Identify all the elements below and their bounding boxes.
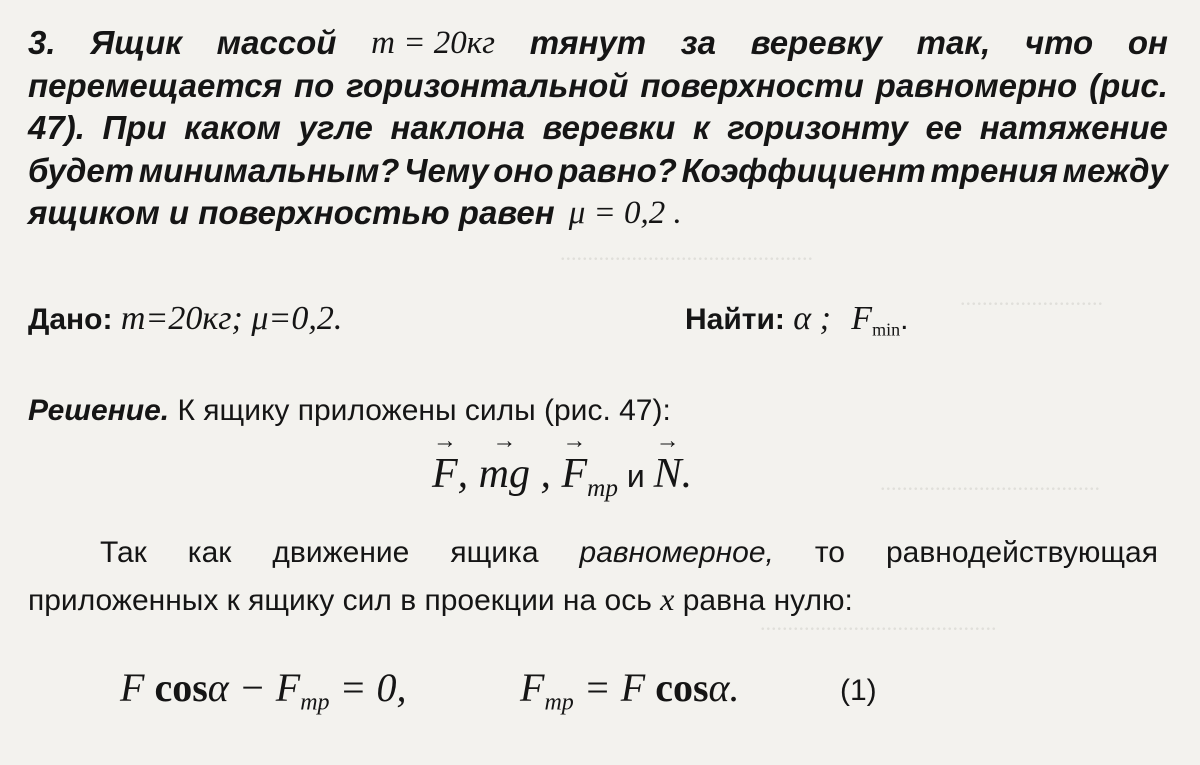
problem-word: ее bbox=[925, 109, 963, 146]
paragraph-word: Так bbox=[100, 536, 147, 569]
problem-word: к bbox=[692, 109, 710, 146]
problem-word: что bbox=[1024, 24, 1094, 61]
problem-word: наклона bbox=[390, 109, 525, 146]
problem-word: угле bbox=[298, 109, 373, 146]
find-end: . bbox=[900, 303, 909, 336]
equation-number: (1) bbox=[840, 674, 877, 707]
forces-list bbox=[432, 450, 692, 503]
given-label: Дано: bbox=[28, 303, 113, 336]
force-friction-sub: тр bbox=[587, 474, 618, 502]
problem-line-3 bbox=[28, 107, 1168, 150]
problem-line-2 bbox=[28, 65, 1168, 108]
problem-word: каком bbox=[184, 109, 281, 146]
eq-cos: cos bbox=[655, 665, 709, 710]
bleed-through: .............................................. bbox=[560, 240, 813, 265]
problem-word: Чему bbox=[404, 151, 489, 189]
given-values: m=20кг; μ=0,2. bbox=[120, 300, 343, 337]
paragraph-word: движение bbox=[272, 536, 410, 569]
separator: , bbox=[457, 451, 479, 497]
eq-term: − F bbox=[228, 665, 301, 710]
paragraph-word: как bbox=[187, 536, 232, 569]
problem-word: массой bbox=[216, 24, 337, 61]
eq-alpha: α. bbox=[708, 665, 740, 710]
problem-word: за bbox=[680, 24, 716, 61]
find-force-sub: min bbox=[872, 319, 901, 340]
problem-word: веревки bbox=[542, 109, 676, 146]
eq-sub: тр bbox=[544, 689, 574, 716]
force-f: → F bbox=[432, 450, 458, 498]
problem-word: (рис. bbox=[1089, 66, 1168, 104]
paragraph-text: приложенных к ящику сил в проекции на ось bbox=[28, 584, 661, 617]
problem-word: горизонтальной bbox=[346, 66, 629, 104]
paragraph-line-1 bbox=[28, 530, 1158, 576]
force-friction: → F bbox=[562, 450, 588, 498]
problem-word: оно bbox=[493, 151, 554, 189]
solution-section bbox=[28, 394, 671, 428]
conjunction: и bbox=[617, 458, 654, 494]
paragraph-word: равнодействующая bbox=[885, 536, 1158, 569]
problem-word: так, bbox=[916, 24, 991, 61]
problem-word: тянут bbox=[529, 24, 647, 61]
find-label: Найти: bbox=[685, 303, 785, 336]
problem-word: горизонту bbox=[727, 109, 908, 146]
problem-word: При bbox=[102, 109, 167, 146]
force-normal: → N bbox=[654, 450, 682, 498]
find-force: F bbox=[851, 300, 873, 337]
bleed-through: ........................................... bbox=[760, 610, 997, 635]
given-section bbox=[28, 300, 342, 338]
problem-word: трения bbox=[930, 151, 1058, 189]
paragraph-text: равна нулю: bbox=[674, 584, 853, 617]
problem-word: Ящик bbox=[90, 24, 182, 61]
eq-alpha: α bbox=[207, 665, 229, 710]
problem-word: натяжение bbox=[979, 109, 1168, 146]
equation-1 bbox=[120, 664, 407, 716]
eq-sub: тр bbox=[300, 689, 330, 716]
eq-term: = F bbox=[573, 665, 656, 710]
solution-label: Решение. bbox=[28, 394, 170, 427]
mass-value: m = 20кг bbox=[371, 25, 496, 61]
find-section bbox=[685, 300, 908, 340]
problem-statement bbox=[28, 22, 1168, 235]
axis-x: x bbox=[660, 581, 675, 617]
paragraph-word: равномерное, bbox=[579, 536, 774, 569]
problem-word: будет bbox=[28, 151, 135, 189]
problem-word: веревку bbox=[750, 24, 882, 61]
problem-word: равно? bbox=[558, 151, 677, 189]
friction-coefficient: μ = 0,2 . bbox=[568, 195, 682, 231]
problem-word: равномерно bbox=[875, 66, 1078, 104]
problem-word: поверхности bbox=[640, 66, 864, 104]
eq-term: = 0, bbox=[329, 665, 407, 710]
bleed-through: ........................................ bbox=[880, 470, 1100, 495]
eq-term: F bbox=[520, 665, 545, 710]
problem-line-1 bbox=[28, 22, 1168, 65]
problem-word: 47). bbox=[28, 109, 85, 146]
paragraph-line-2 bbox=[28, 576, 1158, 624]
separator: , bbox=[530, 451, 562, 497]
problem-text: ящиком и поверхностью равен bbox=[28, 194, 555, 231]
problem-word: между bbox=[1062, 151, 1168, 189]
problem-word: он bbox=[1127, 24, 1168, 61]
forces-end: . bbox=[681, 451, 693, 497]
problem-word: по bbox=[293, 66, 335, 104]
problem-number: 3. bbox=[28, 24, 56, 61]
problem-line-5 bbox=[28, 192, 1168, 235]
equation-2 bbox=[520, 664, 740, 716]
eq-term: F bbox=[120, 665, 145, 710]
explanation-paragraph bbox=[28, 530, 1158, 624]
paragraph-word: ящика bbox=[450, 536, 539, 569]
problem-word: Коэффициент bbox=[681, 151, 926, 189]
bleed-through: .......................... bbox=[960, 285, 1103, 310]
problem-word: перемещается bbox=[28, 66, 283, 104]
solution-text: К ящику приложены силы (рис. 47): bbox=[169, 394, 671, 427]
find-alpha: α ; bbox=[793, 300, 831, 337]
eq-cos: cos bbox=[154, 665, 208, 710]
problem-line-4 bbox=[28, 150, 1168, 193]
paragraph-word: то bbox=[814, 536, 845, 569]
force-gravity: → mg bbox=[479, 450, 530, 498]
problem-word: минимальным? bbox=[138, 151, 400, 189]
